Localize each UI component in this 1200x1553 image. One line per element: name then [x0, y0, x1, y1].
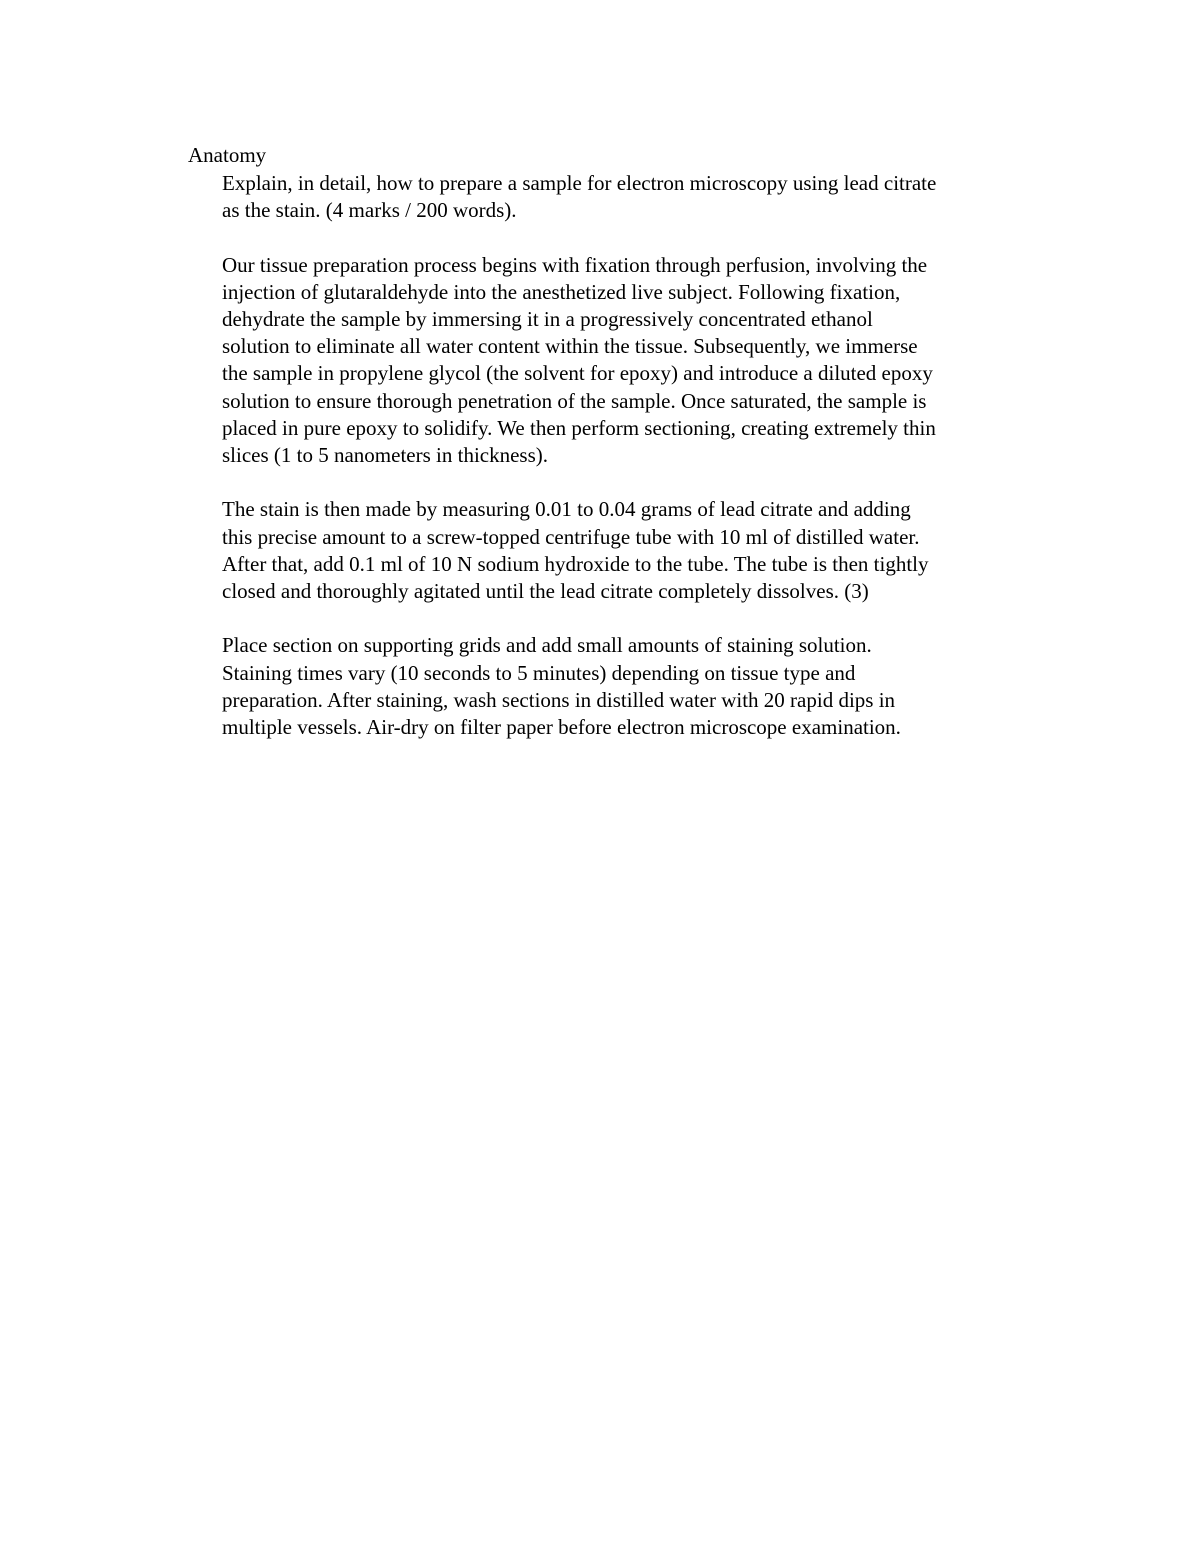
text-line: Place section on supporting grids and add small amounts of staining solution. [222, 633, 872, 658]
text-line: slices (1 to 5 nanometers in thickness). [222, 443, 549, 468]
text-line: injection of glutaraldehyde into the anesthetized live subject. Following fixation, [222, 279, 901, 304]
tissue-preparation-paragraph [222, 252, 1042, 470]
text-line: the sample in propylene glycol (the solvent for epoxy) and introduce a diluted epoxy [222, 361, 933, 386]
document-body [222, 170, 1042, 741]
text-line: this precise amount to a screw-topped centrifuge tube with 10 ml of distilled water. [222, 524, 920, 549]
text-line: placed in pure epoxy to solidify. We then perform sectioning, creating extremely thin [222, 415, 936, 440]
text-line: Staining times vary (10 seconds to 5 minutes) depending on tissue type and [222, 660, 856, 685]
staining-procedure-paragraph [222, 632, 1042, 741]
stain-preparation-paragraph [222, 496, 1042, 605]
text-line: solution to ensure thorough penetration of the sample. Once saturated, the sample is [222, 388, 927, 413]
text-line: After that, add 0.1 ml of 10 N sodium hydroxide to the tube. The tube is then tightly [222, 551, 929, 576]
text-line: The stain is then made by measuring 0.01 to 0.04 grams of lead citrate and adding [222, 497, 911, 522]
text-line: as the stain. (4 marks / 200 words). [222, 198, 517, 223]
text-line: solution to eliminate all water content within the tissue. Subsequently, we immerse [222, 334, 918, 359]
document-heading: Anatomy [188, 143, 267, 167]
text-line: Our tissue preparation process begins with fixation through perfusion, involving the [222, 252, 928, 277]
text-line: dehydrate the sample by immersing it in a progressively concentrated ethanol [222, 307, 873, 331]
question-paragraph [222, 170, 1042, 224]
text-line: multiple vessels. Air-dry on filter paper before electron microscope examination. [222, 715, 901, 740]
text-line: closed and thoroughly agitated until the lead citrate completely dissolves. (3) [222, 579, 869, 604]
text-line: preparation. After staining, wash sections in distilled water with 20 rapid dips in [222, 687, 896, 712]
text-line: Explain, in detail, how to prepare a sample for electron microscopy using lead citrate [222, 171, 937, 195]
